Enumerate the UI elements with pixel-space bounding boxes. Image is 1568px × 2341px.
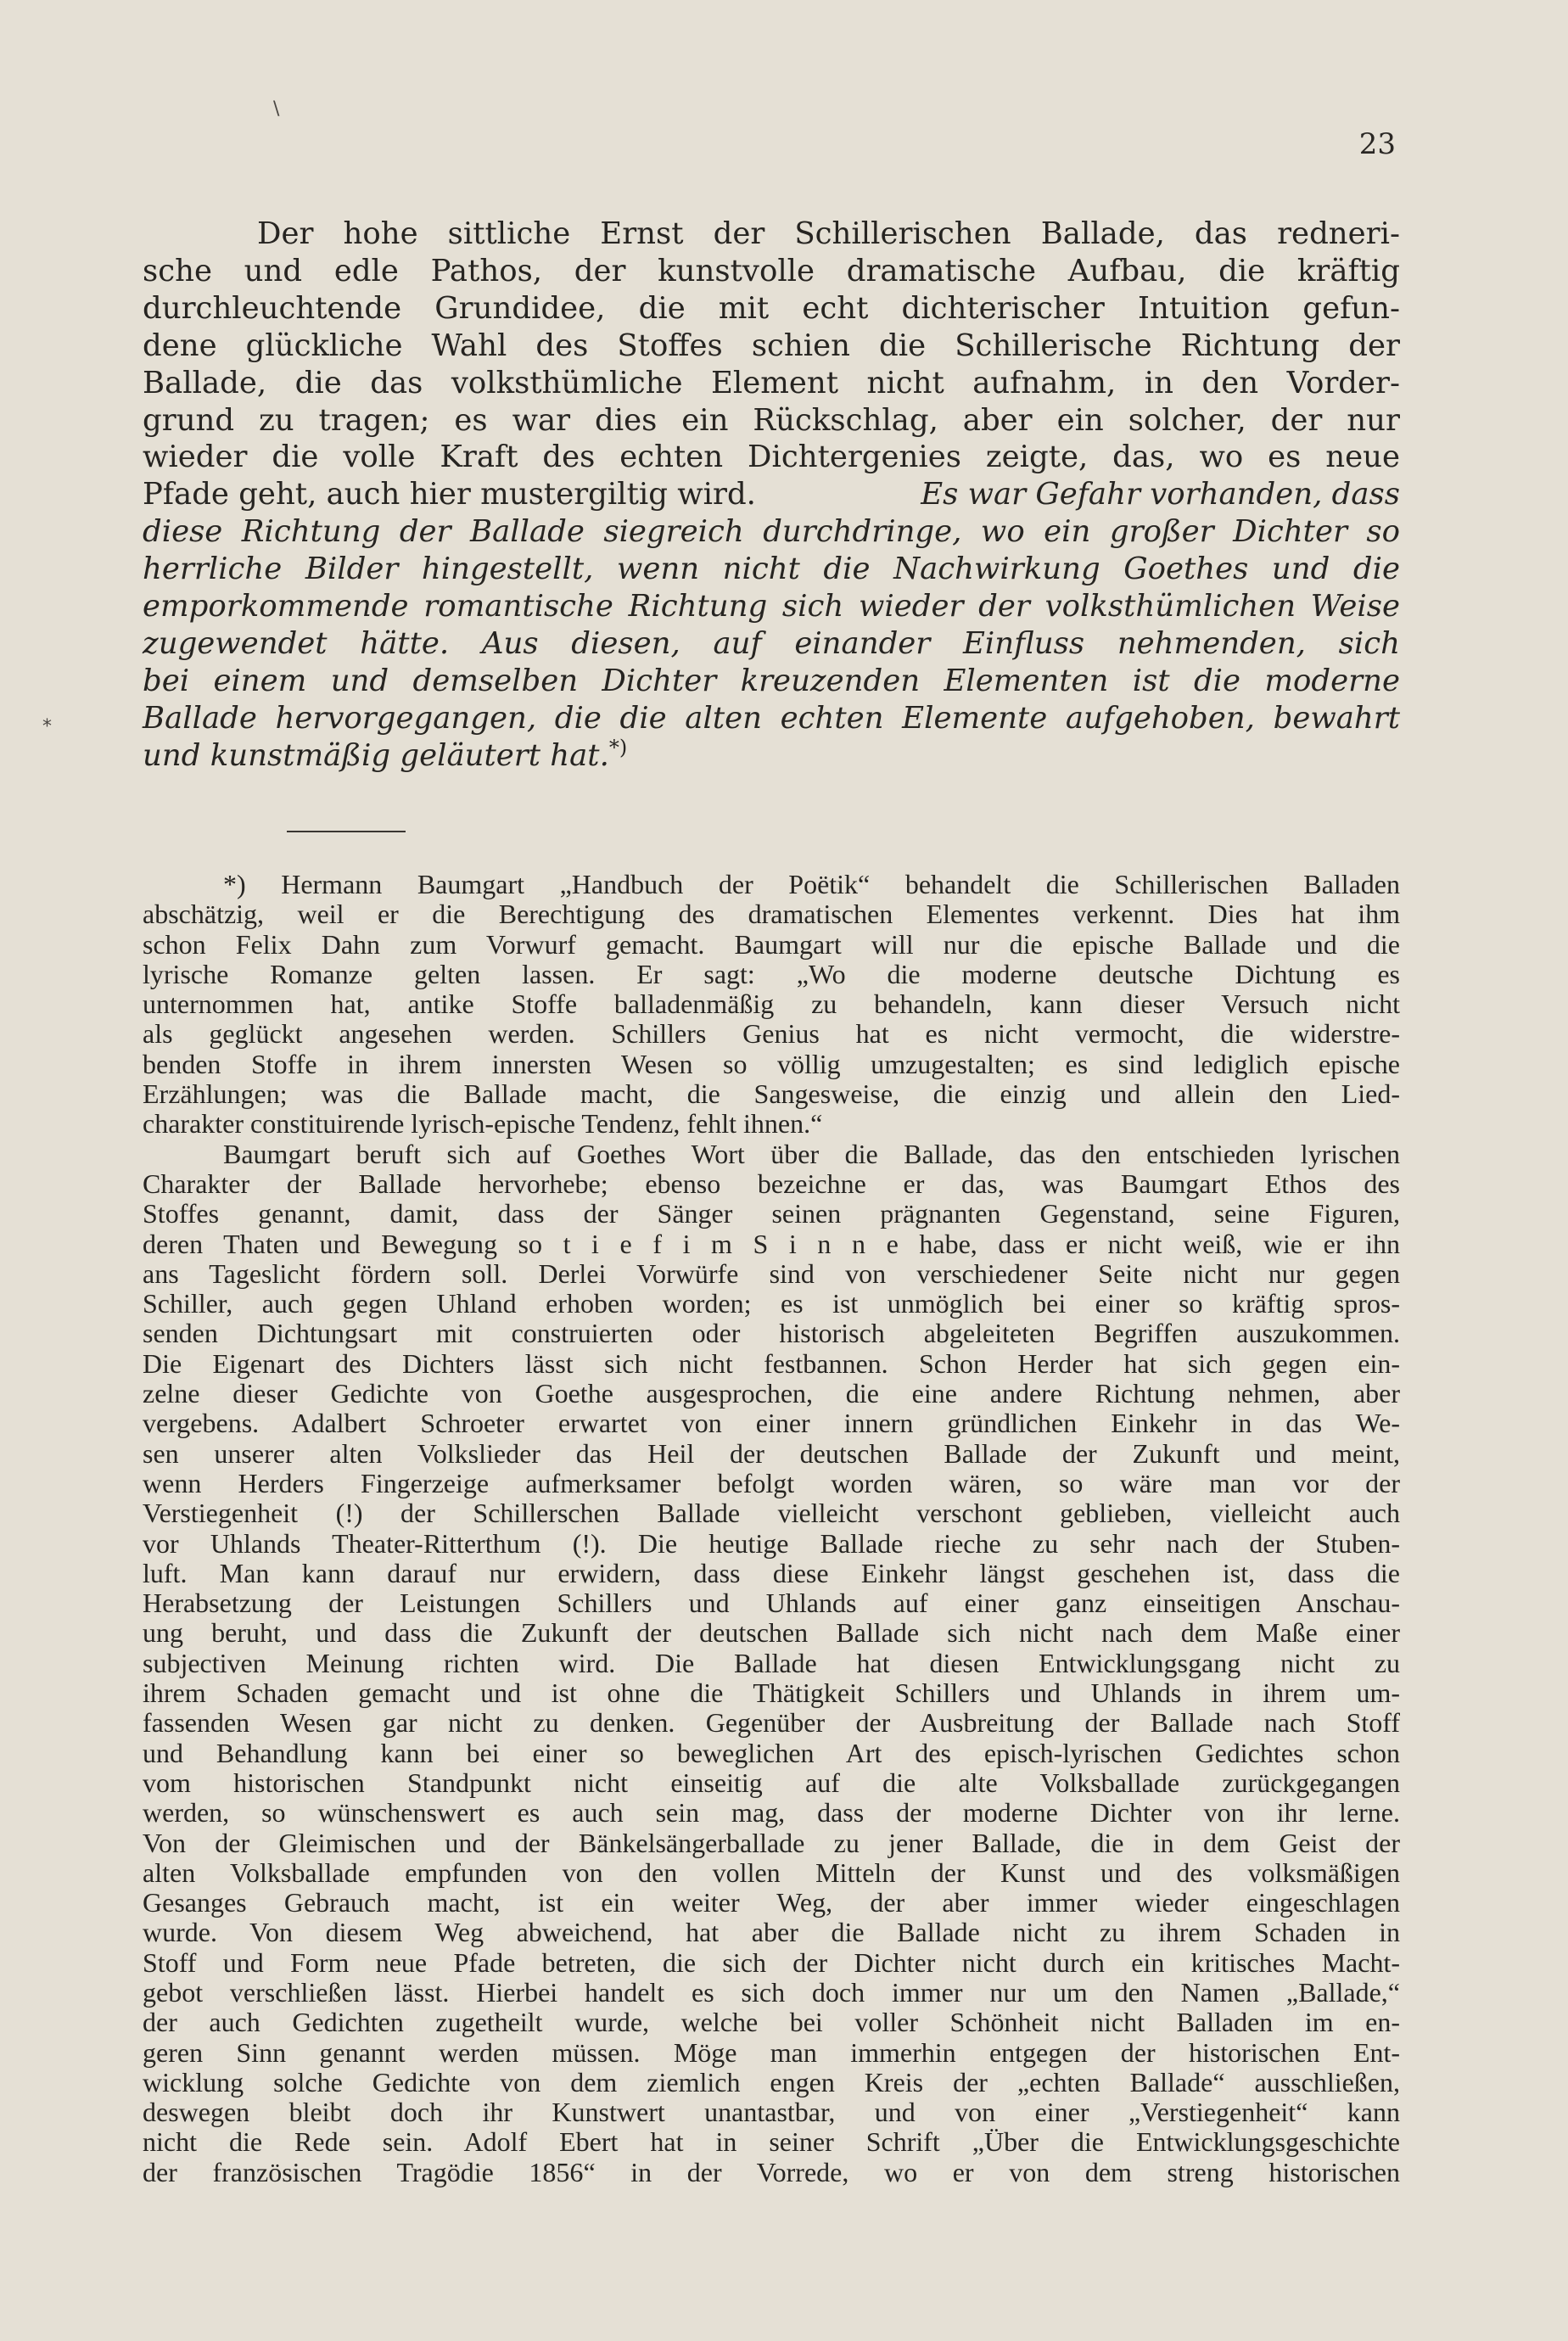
footnote-line: abschätzig, weil er die Berechtigung des dramatischen Elementes verkennt. Dies hat ihm: [143, 899, 1400, 930]
page-number: 23: [1358, 127, 1396, 161]
text-line-italic: diese Richtung der Ballade siegreich durchdringe, wo ein großer Dichter so: [143, 514, 1400, 550]
text-line-italic: emporkommende romantische Richtung sich wieder der volksthümlichen Weise: [143, 589, 1400, 624]
text-segment: Pfade geht, auch hier mustergiltig wird.: [143, 477, 756, 512]
footnote-line: als geglückt angesehen werden. Schillers Genius hat es nicht vermocht, die widerstre-: [143, 1019, 1400, 1050]
footnote-line: charakter constituirende lyrisch-epische Tendenz, fehlt ihnen.“: [143, 1109, 823, 1140]
footnote-line: Erzählungen; was die Ballade macht, die Sangesweise, die einzig und allein den Lied-: [143, 1079, 1400, 1110]
footnote-line: Stoff und Form neue Pfade betreten, die sich der Dichter nicht durch ein kritisches Macht-: [143, 1947, 1400, 1978]
text-segment-italic: und kunstmäßig geläutert hat.: [143, 737, 609, 773]
footnote-line: Schiller, auch gegen Uhland erhoben worden; es ist unmöglich bei einer so kräftig spros-: [143, 1289, 1400, 1319]
footnote-line: deswegen bleibt doch ihr Kunstwert unantastbar, und von einer „Verstiegenheit“ kann: [143, 2097, 1400, 2128]
footnote-line: benden Stoffe in ihrem innersten Wesen so völlig umzugestalten; es sind lediglich epische: [143, 1049, 1400, 1079]
text-line-italic: bei einem und demselben Dichter kreuzenden Elementen ist die moderne: [143, 663, 1400, 698]
text-line: durchleuchtende Grundidee, die mit echt dichterischer Intuition gefun-: [143, 290, 1400, 326]
footnote-line: Baumgart beruft sich auf Goethes Wort über die Ballade, das den entschieden lyrischen: [223, 1139, 1400, 1169]
footnote-line: vom historischen Standpunkt nicht einseitig auf die alte Volksballade zurückgegangen: [143, 1767, 1400, 1798]
footnote-line: wurde. Von diesem Weg abweichend, hat aber die Ballade nicht zu ihrem Schaden in: [143, 1918, 1400, 1948]
footnote-line: lyrische Romanze gelten lassen. Er sagt: „Wo die moderne deutsche Dichtung es: [143, 959, 1400, 989]
footnote-line: ans Tageslicht fördern soll. Derlei Vorwürfe sind von verschiedener Seite nicht nur gegen: [143, 1258, 1400, 1289]
text-line: Der hohe sittliche Ernst der Schillerischen Ballade, das redneri-: [257, 216, 1400, 251]
text-line-italic: zugewendet hätte. Aus diesen, auf einander Einfluss nehmenden, sich: [143, 625, 1400, 661]
text-segment-italic: Es war Gefahr vorhanden, dass: [921, 477, 1400, 512]
footnote-line: fassenden Wesen gar nicht zu denken. Gegenüber der Ausbreitung der Ballade nach Stoff: [143, 1708, 1400, 1739]
margin-mark: *: [42, 716, 52, 737]
footnote-line: der auch Gedichten zugetheilt wurde, welche bei voller Schönheit nicht Balladen im en-: [143, 2008, 1400, 2038]
footnote-line: nicht die Rede sein. Adolf Ebert hat in seiner Schrift „Über die Entwicklungsgeschichte: [143, 2127, 1400, 2158]
footnote-line: geren Sinn genannt werden müssen. Möge man immerhin entgegen der historischen Ent-: [143, 2037, 1400, 2068]
footnote-line: Stoffes genannt, damit, dass der Sänger seinen prägnanten Gegenstand, seine Figuren,: [143, 1199, 1400, 1229]
text-line: dene glückliche Wahl des Stoffes schien die Schillerische Richtung der: [143, 328, 1400, 363]
footnote-line: wicklung solche Gedichte von dem ziemlich engen Kreis der „echten Ballade“ ausschließen,: [143, 2067, 1400, 2097]
footnote-line: ung beruht, und dass die Zukunft der deutschen Ballade sich nicht nach dem Maße einer: [143, 1618, 1400, 1649]
footnote-line: werden, so wünschenswert es auch sein mag, dass der moderne Dichter von ihr lerne.: [143, 1798, 1400, 1829]
text-line: sche und edle Pathos, der kunstvolle dramatische Aufbau, die kräftig: [143, 253, 1400, 288]
footnote-line: Gesanges Gebrauch macht, ist ein weiter Weg, der aber immer wieder eingeschlagen: [143, 1888, 1400, 1918]
text-line-italic: herrliche Bilder hingestellt, wenn nicht die Nachwirkung Goethes und die: [143, 552, 1400, 587]
footnote-line: deren Thaten und Bewegung so t i e f i m S i n n e habe, dass er nicht weiß, wie er ihn: [143, 1229, 1400, 1259]
margin-mark: \: [273, 98, 280, 120]
text-line: wieder die volle Kraft des echten Dichtergenies zeigte, das, wo es neue: [143, 440, 1400, 475]
footnote-line: ihrem Schaden gemacht und ist ohne die Thätigkeit Schillers und Uhlands in ihrem um-: [143, 1678, 1400, 1709]
text-line-italic: Ballade hervorgegangen, die die alten echten Elemente aufgehoben, bewahrt: [143, 700, 1400, 736]
footnote-line: subjectiven Meinung richten wird. Die Ballade hat diesen Entwicklungsgang nicht zu: [143, 1648, 1400, 1678]
footnote-reference[interactable]: *): [608, 735, 628, 759]
footnote-line: unternommen hat, antike Stoffe balladenmäßig zu behandeln, kann dieser Versuch nicht: [143, 989, 1400, 1020]
footnote-block: [143, 870, 1400, 2187]
footnote-line: gebot verschließen lässt. Hierbei handelt es sich doch immer nur um den Namen „Ballade,“: [143, 1977, 1400, 2008]
footnote-line: der französischen Tragödie 1856“ in der Vorrede, wo er von dem streng historischen: [143, 2157, 1400, 2187]
footnote-line: und Behandlung kann bei einer so beweglichen Art des episch-lyrischen Gedichtes schon: [143, 1738, 1400, 1768]
footnote-line: Die Eigenart des Dichters lässt sich nicht festbannen. Schon Herder hat sich gegen ein-: [143, 1348, 1400, 1379]
footnote-line: zelne dieser Gedichte von Goethe ausgesprochen, die eine andere Richtung nehmen, aber: [143, 1379, 1400, 1409]
text-line: grund zu tragen; es war dies ein Rückschlag, aber ein solcher, der nur: [143, 402, 1400, 438]
footnote-line: Von der Gleimischen und der Bänkelsängerballade zu jener Ballade, die in dem Geist der: [143, 1828, 1400, 1858]
footnote-line: vergebens. Adalbert Schroeter erwartet von einer innern gründlichen Einkehr in das We-: [143, 1409, 1400, 1439]
footnote-line: wenn Herders Fingerzeige aufmerksamer befolgt worden wären, so wäre man vor der: [143, 1468, 1400, 1498]
footnote-line: vor Uhlands Theater-Ritterthum (!). Die heutige Ballade rieche zu sehr nach der Stuben-: [143, 1528, 1400, 1559]
footnote-line: Verstiegenheit (!) der Schillerschen Ballade vielleicht verschont geblieben, vielleicht auch: [143, 1498, 1400, 1529]
footnote-line: Herabsetzung der Leistungen Schillers und Uhlands auf einer ganz einseitigen Anschau-: [143, 1588, 1400, 1619]
footnote-line: alten Volksballade empfunden von den vollen Mitteln der Kunst und des volksmäßigen: [143, 1857, 1400, 1888]
footnote-line: sen unserer alten Volkslieder das Heil der deutschen Ballade der Zukunft und meint,: [143, 1438, 1400, 1469]
text-line: Ballade, die das volksthümliche Element nicht aufnahm, in den Vorder-: [143, 365, 1400, 400]
footnote-line: senden Dichtungsart mit construierten oder historisch abgeleiteten Begriffen auszukommen.: [143, 1319, 1400, 1349]
footnote-separator: [287, 831, 406, 832]
text-line-mixed: [143, 476, 1400, 513]
footnote-line: luft. Man kann darauf nur erwidern, dass diese Einkehr längst geschehen ist, dass die: [143, 1558, 1400, 1588]
main-paragraph: [143, 216, 1400, 775]
footnote-line: *) Hermann Baumgart „Handbuch der Poëtik“ behandelt die Schillerischen Balladen: [223, 870, 1400, 899]
text-line-last: [143, 737, 1400, 775]
footnote-line: schon Felix Dahn zum Vorwurf gemacht. Baumgart will nur die epische Ballade und die: [143, 929, 1400, 960]
footnote-line: Charakter der Ballade hervorhebe; ebenso bezeichne er das, was Baumgart Ethos des: [143, 1168, 1400, 1199]
